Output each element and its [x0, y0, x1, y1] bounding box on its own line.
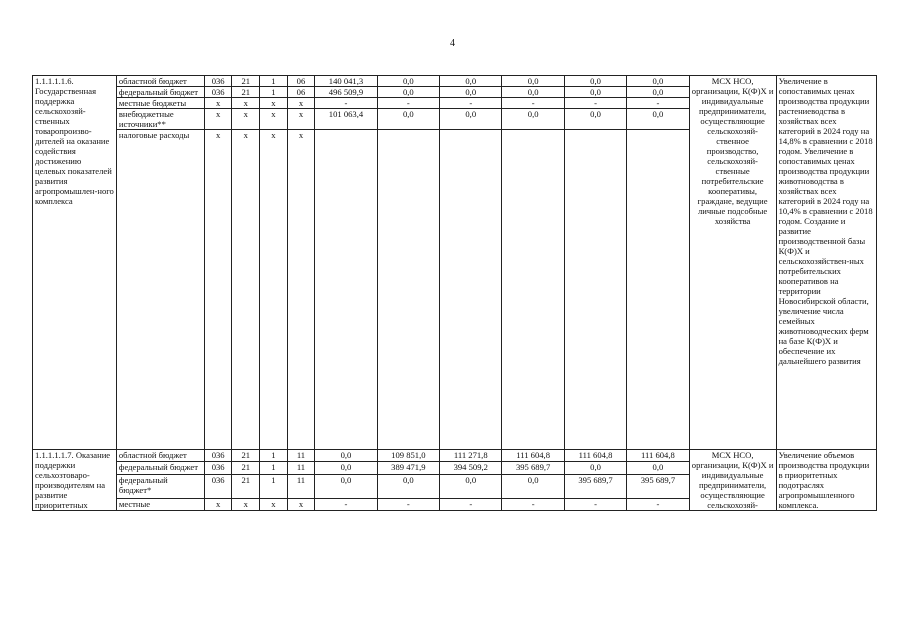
table-row: местные бюджеты x x x x - - - - - -	[33, 98, 877, 109]
table-row: внебюджетные источники** x x x x 101 063,4 0,0 0,0 0,0 0,0 0,0	[33, 109, 877, 130]
result-cell: Увеличение объемов производства продукции в приоритетных подотраслях агропромышленного комплекса.	[776, 450, 876, 511]
executor-cell: МСХ НСО, организации, К(Ф)Х и индивидуальные предприниматели, осуществляющие сельскохозяй-ственное производство, сельскохозяй-ственные потребительские кооперативы, граждане, ведущие личные подсобные хозяйства	[689, 76, 776, 450]
measure-title: 1.1.1.1.1.7. Оказание поддержки сельхозтоваро-производителям на развитие приоритетных	[33, 450, 117, 511]
result-cell: Увеличение в сопоставимых ценах производства продукции растениеводства в хозяйствах всех категорий в 2024 году на 14,8% в сравнении с 2018 годом. Увеличение в сопоставимых ценах производства продукции животноводства в хозяйствах всех категорий в 2024 году на 10,4% в сравнении с 2018 годом. Создание и развитие производственной базы К(Ф)Х и сельскохозяйствен-ных потребительских кооперативов на территории Новосибирской области, увеличение числа семейных животноводческих ферм на базе К(Ф)Х и обеспечение их дальнейшего развития	[776, 76, 876, 450]
table-row: 1.1.1.1.1.7. Оказание поддержки сельхозтоваро-производителям на развитие приоритетных областной бюджет 036 21 1 11 0,0 109 851,0 111 271,8 111 604,8 111 604,8 111 604,8 МСХ НСО, организации, К(Ф)Х и индивидуальные предприниматели, осуществляющие сельскохозяй- Увеличение объемов производства продукции в приоритетных подотраслях агропромышленного комплекса.	[33, 450, 877, 462]
table-row: федеральный бюджет 036 21 1 11 0,0 389 471,9 394 509,2 395 689,7 0,0 0,0	[33, 462, 877, 474]
table-row: федеральный бюджет 036 21 1 06 496 509,9 0,0 0,0 0,0 0,0 0,0	[33, 87, 877, 98]
table-row: местные x x x x - - - - - -	[33, 498, 877, 510]
measure-title: 1.1.1.1.1.6. Государственная поддержка сельскохозяй-ственных товаропроизво-дителей на оказание содействия достижению целевых показателей развития агропромышлен-ного комплекса	[33, 76, 117, 450]
program-table	[32, 75, 877, 511]
page-number: 4	[450, 38, 455, 49]
table-row: налоговые расходы x x x x	[33, 130, 877, 450]
table-row: 1.1.1.1.1.6. Государственная поддержка сельскохозяй-ственных товаропроизво-дителей на оказание содействия достижению целевых показателей развития агропромышлен-ного комплекса областной бюджет 036 21 1 06 140 041,3 0,0 0,0 0,0 0,0 0,0 МСХ НСО, организации, К(Ф)Х и индивидуальные предприниматели, осуществляющие сельскохозяй-ственное производство, сельскохозяй-ственные потребительские кооперативы, граждане, ведущие личные подсобные хозяйства Увеличение в сопоставимых ценах производства продукции растениеводства в хозяйствах всех категорий в 2024 году на 14,8% в сравнении с 2018 годом. Увеличение в сопоставимых ценах производства продукции животноводства в хозяйствах всех категорий в 2024 году на 10,4% в сравнении с 2018 годом. Создание и развитие производственной базы К(Ф)Х и сельскохозяйствен-ных потребительских кооперативов на территории Новосибирской области, увеличение числа семейных животноводческих ферм на базе К(Ф)Х и обеспечение их дальнейшего развития	[33, 76, 877, 87]
executor-cell: МСХ НСО, организации, К(Ф)Х и индивидуальные предприниматели, осуществляющие сельскохозяй-	[689, 450, 776, 511]
table-row: федеральный бюджет* 036 21 1 11 0,0 0,0 0,0 0,0 395 689,7 395 689,7	[33, 474, 877, 498]
